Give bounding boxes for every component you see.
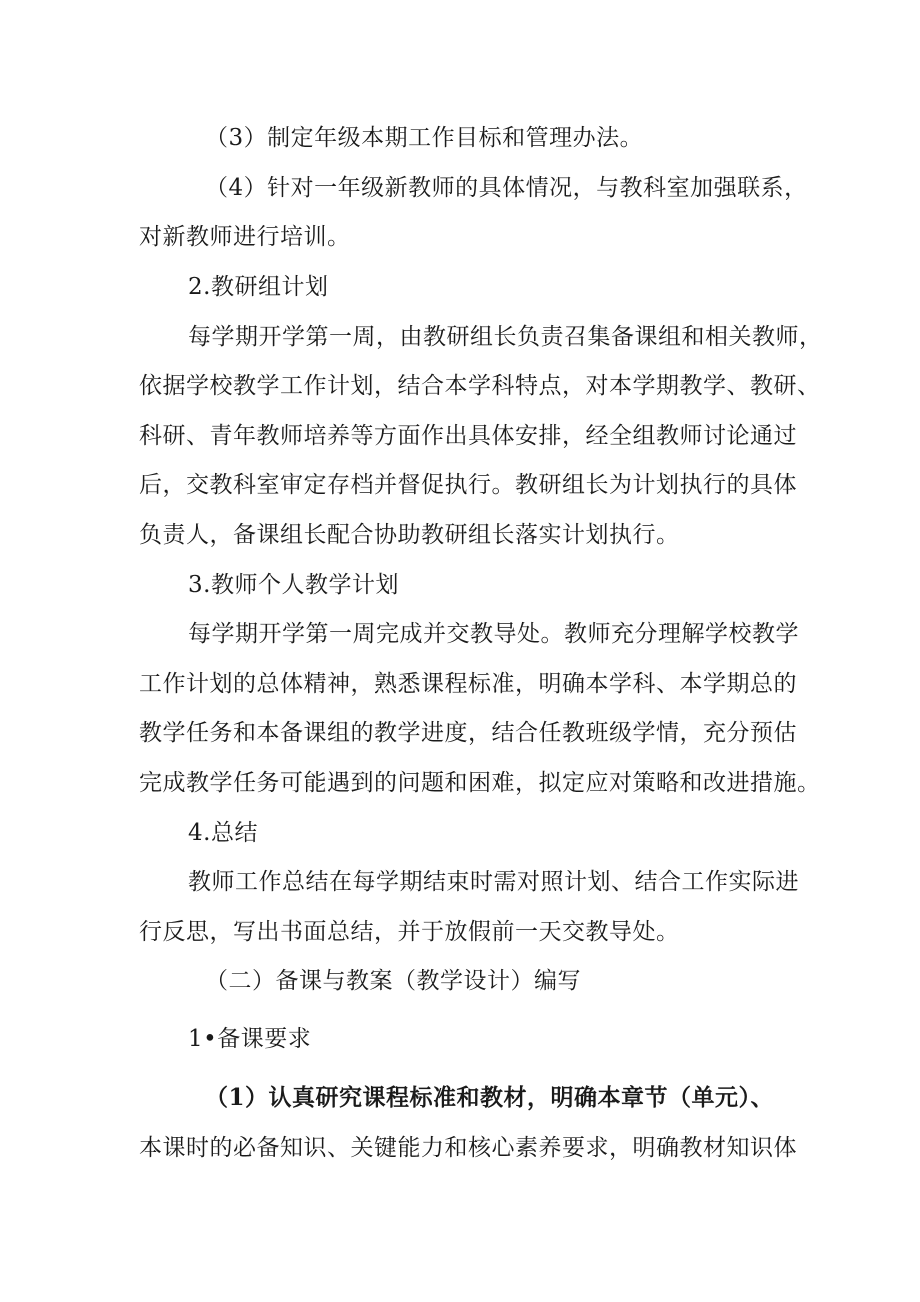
- section-heading: 4.总结: [188, 820, 258, 846]
- section-heading: 2.教研组计划: [188, 274, 329, 300]
- paragraph-line: （3）制定年级本期工作目标和管理办法。: [205, 125, 644, 151]
- paragraph-line: 依据学校教学工作计划，结合本学科特点，对本学期教学、教研、: [139, 373, 821, 399]
- paragraph-line: 完成教学任务可能遇到的问题和困难，拟定应对策略和改进措施。: [139, 770, 821, 796]
- paragraph-line: 教学任务和本备课组的教学进度，结合任教班级学情，充分预估: [139, 720, 797, 746]
- paragraph-line: 本课时的必备知识、关键能力和核心素养要求，明确教材知识体: [139, 1135, 797, 1161]
- paragraph-line: 科研、青年教师培养等方面作出具体安排，经全组教师讨论通过: [139, 423, 797, 449]
- section-heading: （二）备课与教案（教学设计）编写: [205, 968, 581, 994]
- paragraph-line: 每学期开学第一周完成并交教导处。教师充分理解学校教学: [188, 621, 799, 647]
- paragraph-line: （1）认真研究课程标准和教材，明确本章节（单元）、: [205, 1084, 775, 1111]
- paragraph-line: 工作计划的总体精神，熟悉课程标准，明确本学科、本学期总的: [139, 671, 797, 697]
- paragraph-line: 教师工作总结在每学期结束时需对照计划、结合工作实际进: [188, 869, 799, 895]
- paragraph-line: 负责人，备课组长配合协助教研组长落实计划执行。: [139, 522, 680, 548]
- paragraph-line: 对新教师进行培训。: [139, 224, 351, 250]
- paragraph-line: 后，交教科室审定存档并督促执行。教研组长为计划执行的具体: [139, 472, 797, 498]
- section-heading: 3.教师个人教学计划: [188, 572, 399, 598]
- paragraph-line: 行反思，写出书面总结，并于放假前一天交教导处。: [139, 919, 680, 945]
- section-heading: 1•备课要求: [188, 1026, 312, 1052]
- paragraph-line: （4）针对一年级新教师的具体情况，与教科室加强联系，: [205, 175, 808, 201]
- paragraph-line: 每学期开学第一周，由教研组长负责召集备课组和相关教师，: [188, 324, 823, 350]
